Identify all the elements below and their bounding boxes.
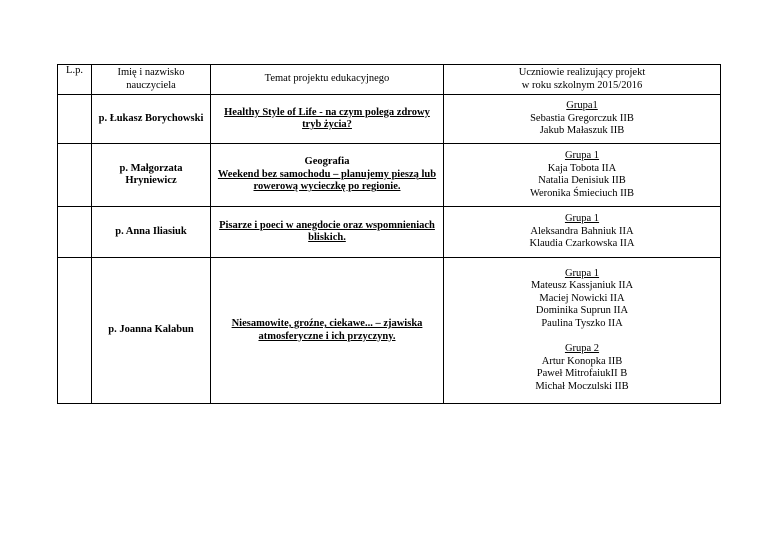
row-lp: [58, 95, 92, 144]
group-spacer: [447, 330, 717, 343]
student-name: Aleksandra Bahniuk IIA: [530, 225, 634, 237]
topic-heading: Geografia: [304, 156, 350, 168]
group-label: Grupa 2: [564, 343, 600, 355]
project-topic: [211, 207, 444, 258]
row-lp: [58, 144, 92, 207]
table-row: [58, 258, 721, 404]
teacher-name-line: Hryniewicz: [125, 175, 177, 186]
header-students-line2: w roku szkolnym 2015/2016: [521, 79, 643, 91]
teacher-name-line: p. Anna Iliasiuk: [115, 225, 187, 237]
projects-table: [57, 64, 721, 404]
students-cell: [444, 95, 721, 144]
topic-line: rowerową wycieczkę po regionie.: [253, 181, 401, 193]
group-label: Grupa1: [566, 100, 598, 112]
project-topic: [211, 144, 444, 207]
header-teacher-line2: nauczyciela: [126, 79, 176, 91]
table-row: [58, 95, 721, 144]
student-name: Sebastia Gregorczuk IIB: [530, 112, 634, 124]
teacher-name: [92, 144, 211, 207]
student-name: Artur Konopka IIB: [541, 355, 623, 367]
student-name: Weronika Śmieciuch IIB: [529, 187, 635, 199]
header-students-line1: Uczniowie realizujący projekt: [518, 67, 646, 78]
student-name: Paweł MitrofaiukII B: [536, 368, 628, 380]
table-row: [58, 144, 721, 207]
teacher-name: [92, 95, 211, 144]
student-name: Klaudia Czarkowska IIA: [529, 238, 635, 250]
table-row: [58, 207, 721, 258]
header-teacher: [92, 65, 211, 95]
students-cell: [444, 258, 721, 404]
header-students: [444, 65, 721, 95]
teacher-name: [92, 258, 211, 404]
topic-line: Healthy Style of Life - na czym polega zdrowy: [224, 106, 430, 118]
header-row: [58, 65, 721, 95]
topic-line: bliskich.: [308, 232, 346, 243]
student-name: Michał Moczulski IIB: [535, 380, 629, 392]
topic-line: atmosferyczne i ich przyczyny.: [258, 330, 396, 342]
topic-line: Weekend bez samochodu – planujemy pieszą lub: [217, 168, 437, 180]
teacher-name-line: p. Joanna Kalabun: [108, 324, 194, 336]
topic-line: Niesamowite, groźne, ciekawe... – zjawiska: [231, 318, 423, 329]
teacher-name: [92, 207, 211, 258]
header-topic: Temat projektu edukacyjnego: [211, 65, 444, 95]
student-name: Kaja Tobota IIA: [547, 162, 617, 174]
row-lp: [58, 258, 92, 404]
student-name: Jakub Małaszuk IIB: [539, 125, 625, 137]
students-cell: [444, 144, 721, 207]
student-name: Dominika Suprun IIA: [535, 305, 629, 317]
topic-line: tryb życia?: [302, 119, 352, 130]
student-name: Paulina Tyszko IIA: [541, 317, 623, 329]
student-name: Natalia Denisiuk IIB: [538, 175, 626, 186]
teacher-name-line: p. Małgorzata: [119, 162, 183, 174]
header-lp: L.p.: [58, 65, 92, 95]
group-label: Grupa 1: [564, 150, 600, 161]
topic-line: Pisarze i poeci w anegdocie oraz wspomnieniach: [219, 219, 435, 231]
group-label: Grupa 1: [564, 213, 600, 225]
row-lp: [58, 207, 92, 258]
student-name: Maciej Nowicki IIA: [539, 292, 625, 304]
teacher-name-line: p. Łukasz Borychowski: [98, 112, 204, 124]
students-cell: [444, 207, 721, 258]
header-teacher-line1: Imię i nazwisko: [117, 67, 185, 78]
student-name: Mateusz Kassjaniuk IIA: [530, 280, 634, 292]
group-label: Grupa 1: [564, 267, 600, 279]
project-topic: [211, 95, 444, 144]
project-topic: [211, 258, 444, 404]
